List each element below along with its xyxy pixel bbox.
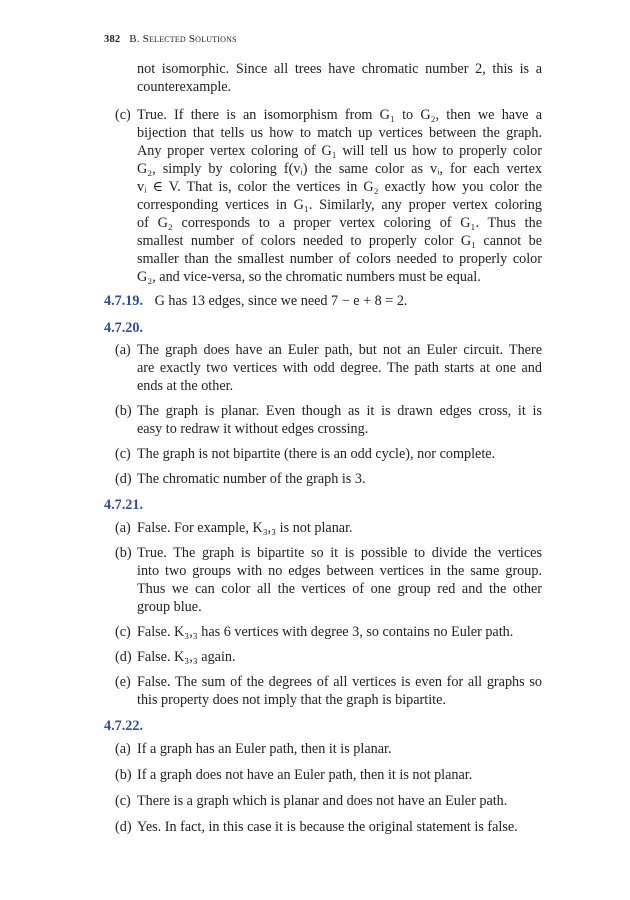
exercise-number[interactable]: 4.7.22. xyxy=(104,718,144,734)
item-text xyxy=(137,341,542,395)
text-line: group blue. xyxy=(137,599,202,615)
item-label: (d) xyxy=(115,471,132,487)
exercise-number[interactable]: 4.7.19. xyxy=(104,293,144,309)
text-line: bijection that tells us how to match up vertices between the graph. xyxy=(137,125,542,141)
section-title: B. Selected Solutions xyxy=(129,33,237,45)
text-line: are exactly two vertices with odd degree. The path starts at one and xyxy=(137,360,542,376)
item-label: (b) xyxy=(115,545,132,561)
item-label: (a) xyxy=(115,520,131,536)
item-label: (a) xyxy=(115,741,131,757)
item-text: The graph is not bipartite (there is an odd cycle), nor complete. xyxy=(137,446,496,462)
item-text: False. K₃,₃ again. xyxy=(137,649,236,665)
item-label: (d) xyxy=(115,649,132,665)
text-line: vᵢ ∈ V. That is, color the vertices in G₂ exactly how you color the xyxy=(137,179,542,195)
exercise-4-7-22 xyxy=(104,717,143,735)
item-text xyxy=(137,106,542,286)
text-line: ends at the other. xyxy=(137,378,234,394)
exercise-number[interactable]: 4.7.20. xyxy=(104,320,144,336)
text-line: of G₂ corresponds to a proper vertex coloring of G₁. Thus the xyxy=(137,215,542,231)
text-line: Any proper vertex coloring of G₁ will tell us how to properly color xyxy=(137,143,542,159)
text-line: smallest number of colors needed to properly color G₁ cannot be xyxy=(137,233,542,249)
item-label: (a) xyxy=(115,342,131,358)
exercise-4-7-20 xyxy=(104,319,143,337)
text-line: corresponding vertices in G₁. Similarly, any proper vertex coloring xyxy=(137,197,542,213)
exercise-4-7-21 xyxy=(104,496,143,514)
exercise-number[interactable]: 4.7.21. xyxy=(104,497,144,513)
exercise-4-7-19 xyxy=(104,292,407,310)
item-text: If a graph does not have an Euler path, then it is not planar. xyxy=(137,767,473,783)
item-text: False. K₃,₃ has 6 vertices with degree 3, so contains no Euler path. xyxy=(137,624,514,640)
page-number: 382 xyxy=(104,34,121,45)
text-line: this property does not imply that the graph is bipartite. xyxy=(137,692,446,708)
item-text: Yes. In fact, in this case it is because the original statement is false. xyxy=(137,819,518,835)
item-text: There is a graph which is planar and does not have an Euler path. xyxy=(137,793,508,809)
continuation-paragraph xyxy=(137,60,542,96)
text-line: True. If there is an isomorphism from G₁ to G₂, then we have a xyxy=(137,107,542,123)
text-line: The graph does have an Euler path, but not an Euler circuit. There xyxy=(137,342,542,358)
item-label: (b) xyxy=(115,767,132,783)
text-line: The graph is planar. Even though as it is drawn edges cross, it is xyxy=(137,403,542,419)
text-line: True. The graph is bipartite so it is possible to divide the vertices xyxy=(137,545,542,561)
item-text: False. For example, K₃,₃ is not planar. xyxy=(137,520,353,536)
item-text xyxy=(137,402,542,438)
text-line: Thus we can color all the vertices of one group red and the other xyxy=(137,581,542,597)
text-line: G₂, simply by coloring f(vᵢ) the same color as vᵢ, for each vertex xyxy=(137,161,542,177)
item-label: (c) xyxy=(115,624,131,640)
exercise-text: G has 13 edges, since we need 7 − e + 8 = 2. xyxy=(154,293,408,309)
item-label: (e) xyxy=(115,674,131,690)
item-text xyxy=(137,673,542,709)
text-line: False. The sum of the degrees of all vertices is even for all graphs so xyxy=(137,674,542,690)
item-label: (c) xyxy=(115,793,131,809)
text-line: easy to redraw it without edges crossing. xyxy=(137,421,369,437)
text-line: smaller than the smallest number of colors needed to properly color xyxy=(137,251,542,267)
text-line: into two groups with no edges between vertices in the same group. xyxy=(137,563,542,579)
item-label: (c) xyxy=(115,107,131,123)
item-label: (c) xyxy=(115,446,131,462)
running-header xyxy=(104,33,237,45)
item-text: If a graph has an Euler path, then it is planar. xyxy=(137,741,392,757)
item-label: (b) xyxy=(115,403,132,419)
item-label: (d) xyxy=(115,819,132,835)
text-line: not isomorphic. Since all trees have chromatic number 2, this is a xyxy=(137,61,542,77)
text-line: G₂, and vice-versa, so the chromatic numbers must be equal. xyxy=(137,269,481,285)
item-text: The chromatic number of the graph is 3. xyxy=(137,471,366,487)
item-text xyxy=(137,544,542,616)
text-line: counterexample. xyxy=(137,79,232,95)
